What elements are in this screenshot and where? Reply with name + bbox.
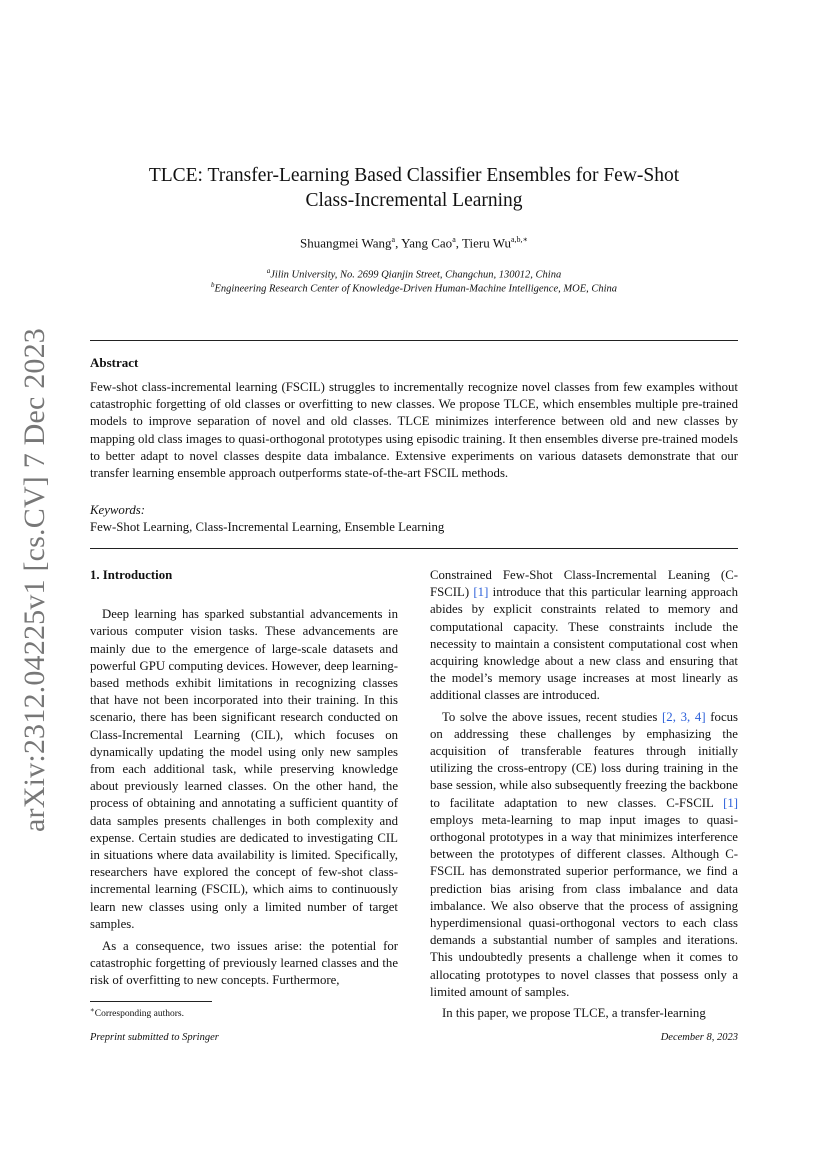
abstract-body: Few-shot class-incremental learning (FSCIL) struggles to incrementally recognize novel classes from few examples without catastrophic forgetting of old classes or overfitting to new classes. We propose TLCE, which ensembles multiple pre-trained models to improve separation of novel and old classes. TLCE minimizes interference between old and new classes by mapping old class images to quasi-orthogonal prototypes using episodic training. It then ensembles diverse pre-trained models to better adapt to novel classes despite data imbalance. Extensive experiments on various datasets demonstrate that our transfer learning ensemble approach outperforms state-of-the-art FSCIL methods. — [90, 380, 738, 481]
author-list: Shuangmei Wang$^a$, Yang Cao$^a$, Tieru $Wu^{a,b,∗}$ — [300, 235, 528, 251]
author-affiliation-mark: a — [391, 235, 396, 244]
abstract-heading: Abstract — [90, 355, 139, 370]
arxiv-identifier-stamp — [14, 328, 56, 832]
author-name: Yang Cao — [401, 235, 453, 251]
paragraph-text: employs meta-learning to map input images to quasi-orthogonal prototypes in a way that minimizes interference between the prototypes of different classes. Although C-FSCIL has demonstrated superior performance, we find a prediction bias arising from class imbalance and data imbalance. We also observe that the process of assigning hyperdimensional quasi-orthogonal vectors to each class demands a substantial number of samples and iterations. This undoubtedly presents a challenge when it comes to allocating prototypes to novel classes that possess only a limited amount of samples. — [430, 812, 738, 999]
affiliation-text: Jilin University, No. 2699 Qianjin Street, Changchun, 130012, China — [270, 269, 562, 281]
affiliation-b — [120, 278, 708, 297]
paragraph-text: Constrained Few-Shot Class-Incremental Leaning (C-FSCIL) — [430, 568, 738, 600]
keywords-label: Keywords: — [90, 503, 145, 517]
paragraph-text: focus on addressing these challenges by emphasizing the acquisition of transferable features through initially utilizing the cross-entropy (CE) loss during training in the base session, while also subsequently freezing the backbone to facilitate adaptation to new classes. C-FSCIL — [430, 709, 739, 810]
citation-link[interactable]: [2, 3, 4] — [662, 709, 706, 724]
bottom-divider — [90, 548, 738, 549]
right-paragraph-3: In this paper, we propose TLCE, a transfer-learning — [442, 1006, 706, 1021]
footer-preprint-note: Preprint submitted to Springer — [90, 1032, 219, 1043]
affiliation-mark: b — [210, 281, 215, 289]
author-name: Tieru Wu — [462, 235, 511, 251]
author-name: Shuangmei Wang — [300, 235, 392, 251]
section-heading: 1. Introduction — [90, 568, 173, 582]
affiliation-text: Engineering Research Center of Knowledge-Driven Human-Machine Intelligence, MOE, China — [214, 283, 618, 295]
author-affiliation-mark: a,b,∗ — [510, 235, 528, 244]
paragraph-text: introduce that this particular learning approach abides by explicit constraints related to memory and computational capacity. These constraints include the necessity to maintain a consistent computational cost when acquiring knowledge about a new class and ensuring that the model’s memory usage increases at most linearly as additional classes are introduced. — [430, 585, 738, 703]
footnote-text: Corresponding authors. — [94, 1009, 184, 1020]
footnote — [90, 1006, 390, 1019]
top-divider — [90, 340, 738, 341]
footnote-rule — [90, 1001, 212, 1002]
citation-link[interactable]: [1] — [473, 585, 489, 600]
keywords-text: Few-Shot Learning, Class-Incremental Learning, Ensemble Learning — [90, 520, 445, 534]
right-column — [430, 567, 738, 1022]
footnote-mark: ∗ — [90, 1006, 95, 1014]
paper-title — [120, 163, 708, 213]
title-line-2: Class-Incremental Learning — [305, 190, 523, 211]
paragraph-text: To solve the above issues, recent studies — [442, 709, 663, 724]
citation-link[interactable]: [1] — [723, 795, 738, 810]
author-affiliation-mark: a — [452, 235, 456, 244]
right-paragraph-2 — [430, 709, 738, 1001]
title-line-1: TLCE: Transfer-Learning Based Classifier Ensembles for Few-Shot — [148, 165, 680, 186]
intro-paragraph-2: As a consequence, two issues arise: the potential for catastrophic forgetting of previously learned classes and the risk of overfitting to new concepts. Furthermore, — [90, 939, 398, 988]
arxiv-identifier-text: arXiv:2312.04225v1 [cs.CV] 7 Dec 2023 — [18, 328, 51, 832]
footer-date: December 8, 2023 — [660, 1032, 738, 1043]
left-column — [90, 567, 398, 990]
intro-paragraph-1: Deep learning has sparked substantial advancements in various computer vision tasks. These advancements are mainly due to the emergence of large-scale datasets and powerful GPU computing devices. However, deep learning-based methods exhibit limitations in recognizing classes that have not been incorporated into their training. In this scenario, there has been significant research conducted on Class-Incremental Learning (CIL), which focuses on dynamically updating the model using only new samples from each additional task, while preserving knowledge about previously learned classes. On the other hand, the process of obtaining and annotating a sufficient quantity of data samples presents challenges in both complexity and expense. Certain studies are dedicated to investigating CIL in situations where data availability is limited. Specifically, researchers have explored the concept of few-shot class-incremental learning (FSCIL), which aims to continuously learn new classes using only a limited number of target samples. — [90, 607, 398, 931]
right-paragraph-1 — [430, 567, 738, 705]
affiliation-mark: a — [266, 267, 271, 275]
